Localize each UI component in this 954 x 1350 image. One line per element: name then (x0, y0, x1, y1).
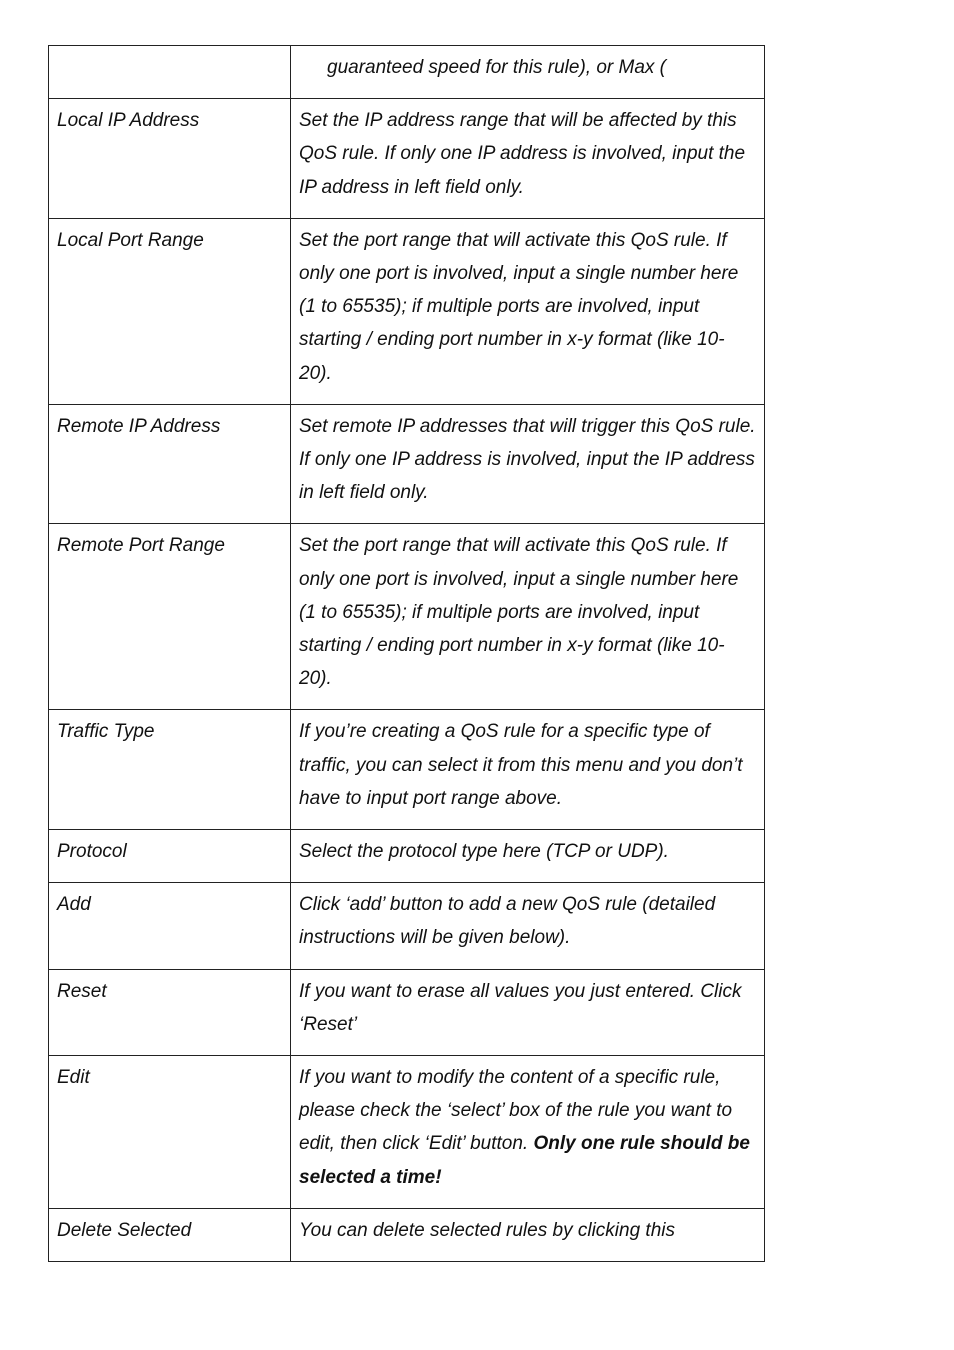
term-cell: Traffic Type (49, 710, 291, 830)
term-cell: Reset (49, 969, 291, 1055)
table-row (49, 404, 765, 524)
description-cell: Select the protocol type here (TCP or UDP). (291, 830, 765, 883)
table-row (49, 830, 765, 883)
description-emphasis: Only one rule should be selected a time! (299, 1133, 750, 1188)
table-row (49, 1056, 765, 1209)
description-text: guaranteed speed for this rule), or Max ( (327, 57, 667, 78)
definition-table (48, 45, 765, 1262)
table-row (49, 710, 765, 830)
term-cell: Local IP Address (49, 99, 291, 219)
table-row (49, 883, 765, 969)
description-cell: Set the IP address range that will be affected by this QoS rule. If only one IP address is involved, input the IP address in left field only. (291, 99, 765, 219)
description-cell: Click ‘add’ button to add a new QoS rule (detailed instructions will be given below). (291, 883, 765, 969)
description-cell: Set the port range that will activate this QoS rule. If only one port is involved, input a single number here (1 to 65535); if multiple ports are involved, input starting / ending port number in x-y format (like 10-20). (291, 524, 765, 710)
table-row (49, 524, 765, 710)
term-cell: Protocol (49, 830, 291, 883)
description-cell: You can delete selected rules by clicking this (291, 1208, 765, 1261)
term-cell (49, 46, 291, 99)
table-row (49, 218, 765, 404)
table-row (49, 1208, 765, 1261)
description-cell: If you’re creating a QoS rule for a specific type of traffic, you can select it from this menu and you don’t have to input port range above. (291, 710, 765, 830)
description-cell (291, 1056, 765, 1209)
term-cell: Local Port Range (49, 218, 291, 404)
description-cell: Set the port range that will activate this QoS rule. If only one port is involved, input a single number here (1 to 65535); if multiple ports are involved, input starting / ending port number in x-y format (like 10-20). (291, 218, 765, 404)
table-row (49, 969, 765, 1055)
term-cell: Remote Port Range (49, 524, 291, 710)
term-cell: Delete Selected (49, 1208, 291, 1261)
description-cell: If you want to erase all values you just entered. Click ‘Reset’ (291, 969, 765, 1055)
description-cell (291, 46, 765, 99)
table-row (49, 99, 765, 219)
term-cell: Edit (49, 1056, 291, 1209)
description-text: If you want to modify the content of a specific rule, please check the ‘select’ box of the rule you want to edit, then click ‘Edit’ button. (299, 1067, 733, 1155)
table-row (49, 46, 765, 99)
term-cell: Remote IP Address (49, 404, 291, 524)
description-cell: Set remote IP addresses that will trigger this QoS rule. If only one IP address is involved, input the IP address in left field only. (291, 404, 765, 524)
term-cell: Add (49, 883, 291, 969)
